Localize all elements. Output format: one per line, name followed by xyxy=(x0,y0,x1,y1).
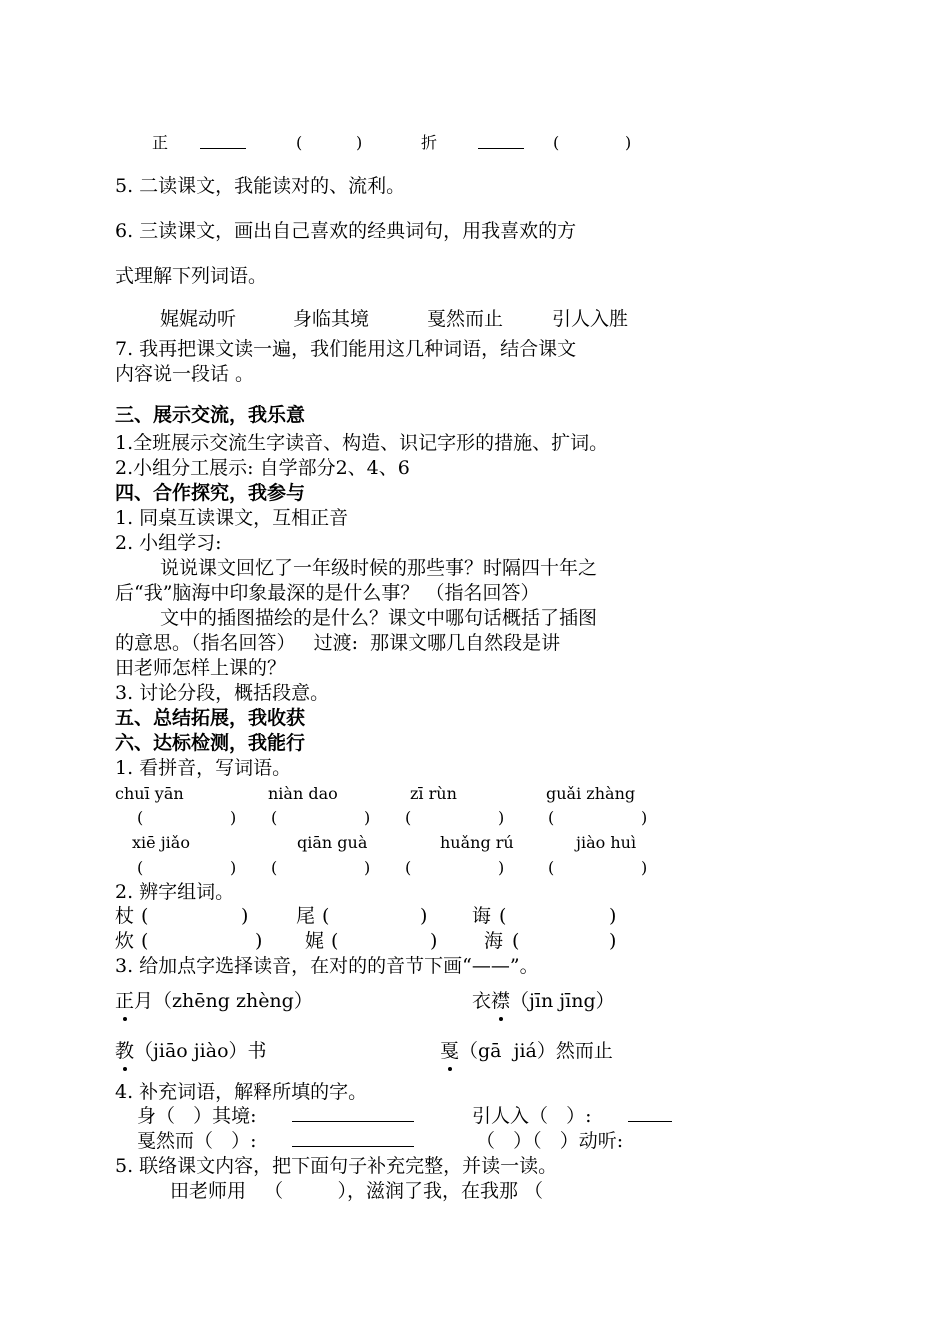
test-4-b: 引人入（ ）: xyxy=(472,1105,592,1127)
dotted-char: 教 xyxy=(115,1040,135,1062)
dotted-char: 正 xyxy=(115,990,135,1012)
item-6-line-2: 式理解下列词语。 xyxy=(115,265,268,287)
section-3-item-2: 2.小组分工展示: 自学部分2、4、6 xyxy=(115,457,410,479)
pinyin-6: qiān guà xyxy=(297,833,368,852)
test-3-q1-text: 月（zhēng zhèng） xyxy=(134,990,313,1012)
answer-paren-open: ( xyxy=(548,808,555,827)
answer-paren-close: ) xyxy=(364,808,371,827)
answer-paren-open: ( xyxy=(405,858,412,877)
answer-paren-open: ( xyxy=(331,930,339,952)
answer-paren-close: ) xyxy=(609,905,617,927)
section-4-heading: 四、合作探究，我参与 xyxy=(115,482,306,504)
section-4-item-3: 3. 讨论分段，概括段意。 xyxy=(115,682,330,704)
answer-paren-close: ) xyxy=(498,808,505,827)
test-4-b-blank xyxy=(628,1104,672,1128)
test-4: 4. 补充词语，解释所填的字。 xyxy=(115,1081,368,1103)
answer-paren-open: ( xyxy=(405,808,412,827)
test-3-q4-text: （gā jiá）然而止 xyxy=(459,1040,613,1062)
row1-paren-close-2: ) xyxy=(625,133,632,152)
row1-blank-1 xyxy=(200,131,246,155)
answer-paren-close: ) xyxy=(498,858,505,877)
answer-paren-open: ( xyxy=(322,905,330,927)
test-3-q2 xyxy=(472,989,615,1013)
section-3-item-1: 1.全班展示交流生字读音、构造、识记字形的措施、扩词。 xyxy=(115,432,609,454)
char-3: 诲 xyxy=(472,905,492,927)
answer-paren-close: ) xyxy=(230,858,237,877)
item-5: 5. 二读课文，我能读对的、流利。 xyxy=(115,175,406,197)
answer-paren-close: ) xyxy=(641,858,648,877)
test-3-q2-text: （jīn jīng） xyxy=(510,990,615,1012)
dotted-char: 戛 xyxy=(440,1040,460,1062)
answer-paren-open: ( xyxy=(271,808,278,827)
answer-paren-close: ) xyxy=(609,930,617,952)
row1-char-2: 折 xyxy=(421,133,438,152)
answer-paren-close: ) xyxy=(641,808,648,827)
dotted-char: 襟 xyxy=(491,990,511,1012)
section-4-item-2: 2. 小组学习: xyxy=(115,532,222,554)
test-3-q3 xyxy=(115,1039,267,1063)
answer-paren-open: ( xyxy=(137,808,144,827)
answer-paren-close: ) xyxy=(255,930,263,952)
pinyin-5: xiē jiǎo xyxy=(132,833,190,852)
row1-char-1: 正 xyxy=(152,133,169,152)
pinyin-8: jiào huì xyxy=(576,833,637,852)
test-1: 1. 看拼音，写词语。 xyxy=(115,757,292,779)
row1-paren-open-1: ( xyxy=(296,133,303,152)
char-1: 杖 xyxy=(115,905,135,927)
pinyin-2: niàn dao xyxy=(268,784,338,803)
section-4-para-1-line-2: 后“我”脑海中印象最深的是什么事？ （指名回答） xyxy=(115,582,540,604)
word-3: 戛然而止 xyxy=(427,308,504,330)
section-4-para-2-line-3: 田老师怎样上课的？ xyxy=(115,657,287,679)
answer-paren-open: ( xyxy=(137,858,144,877)
test-4-c-blank xyxy=(292,1129,414,1153)
section-4-para-2-line-2: 的意思。（指名回答） 过渡: 那课文哪几自然段是讲 xyxy=(115,632,561,654)
word-1: 娓娓动听 xyxy=(160,308,237,330)
test-3-q4 xyxy=(440,1039,613,1063)
section-3-heading: 三、展示交流，我乐意 xyxy=(115,404,306,426)
char-5: 娓 xyxy=(305,930,325,952)
row1-paren-close-1: ) xyxy=(356,133,363,152)
answer-paren-open: ( xyxy=(548,858,555,877)
test-4-a: 身（ ）其境: xyxy=(137,1105,257,1127)
section-4-para-2-line-1: 文中的插图描绘的是什么？课文中哪句话概括了插图 xyxy=(160,607,598,629)
test-3: 3. 给加点字选择读音，在对的的音节下画“——”。 xyxy=(115,955,539,977)
test-4-a-blank xyxy=(292,1104,414,1128)
test-2: 2. 辨字组词。 xyxy=(115,881,235,903)
pinyin-1: chuī yān xyxy=(115,784,184,803)
answer-paren-close: ) xyxy=(241,905,249,927)
answer-paren-open: ( xyxy=(271,858,278,877)
section-4-para-1-line-1: 说说课文回忆了一年级时候的那些事？时隔四十年之 xyxy=(160,557,598,579)
word-4: 引人入胜 xyxy=(552,308,629,330)
answer-paren-close: ) xyxy=(364,858,371,877)
pinyin-3: zī rùn xyxy=(410,784,457,803)
test-3-q2-prefix: 衣 xyxy=(472,990,492,1012)
item-7-line-2: 内容说一段话 。 xyxy=(115,363,255,385)
answer-paren-open: ( xyxy=(141,905,149,927)
row1-blank-2 xyxy=(478,131,524,155)
section-4-item-1: 1. 同桌互读课文，互相正音 xyxy=(115,507,349,529)
section-6-heading: 六、达标检测，我能行 xyxy=(115,732,306,754)
test-3-q3-text: （jiāo jiào）书 xyxy=(134,1040,267,1062)
test-5: 5. 联络课文内容，把下面句子补充完整，并读一读。 xyxy=(115,1155,558,1177)
pinyin-7: huǎng rú xyxy=(440,833,514,852)
answer-paren-open: ( xyxy=(141,930,149,952)
answer-paren-open: ( xyxy=(512,930,520,952)
row1-paren-open-2: ( xyxy=(553,133,560,152)
word-2: 身临其境 xyxy=(293,308,370,330)
answer-paren-close: ) xyxy=(230,808,237,827)
answer-paren-close: ) xyxy=(430,930,438,952)
test-3-q1 xyxy=(115,989,313,1013)
char-6: 海 xyxy=(484,930,504,952)
item-7-line-1: 7. 我再把课文读一遍，我们能用这几种词语，结合课文 xyxy=(115,338,577,360)
test-5-line: 田老师用 （ ），滋润了我，在我那 （ xyxy=(170,1180,544,1202)
test-4-c: 戛然而（ ）: xyxy=(137,1130,257,1152)
char-2: 尾 xyxy=(296,905,316,927)
answer-paren-close: ) xyxy=(420,905,428,927)
item-6-line-1: 6. 三读课文，画出自己喜欢的经典词句，用我喜欢的方 xyxy=(115,220,577,242)
answer-paren-open: ( xyxy=(499,905,507,927)
section-5-heading: 五、总结拓展，我收获 xyxy=(115,707,306,729)
test-4-d: （ ）（ ）动听: xyxy=(476,1130,624,1152)
pinyin-4: guǎi zhàng xyxy=(546,784,636,803)
char-4: 炊 xyxy=(115,930,135,952)
